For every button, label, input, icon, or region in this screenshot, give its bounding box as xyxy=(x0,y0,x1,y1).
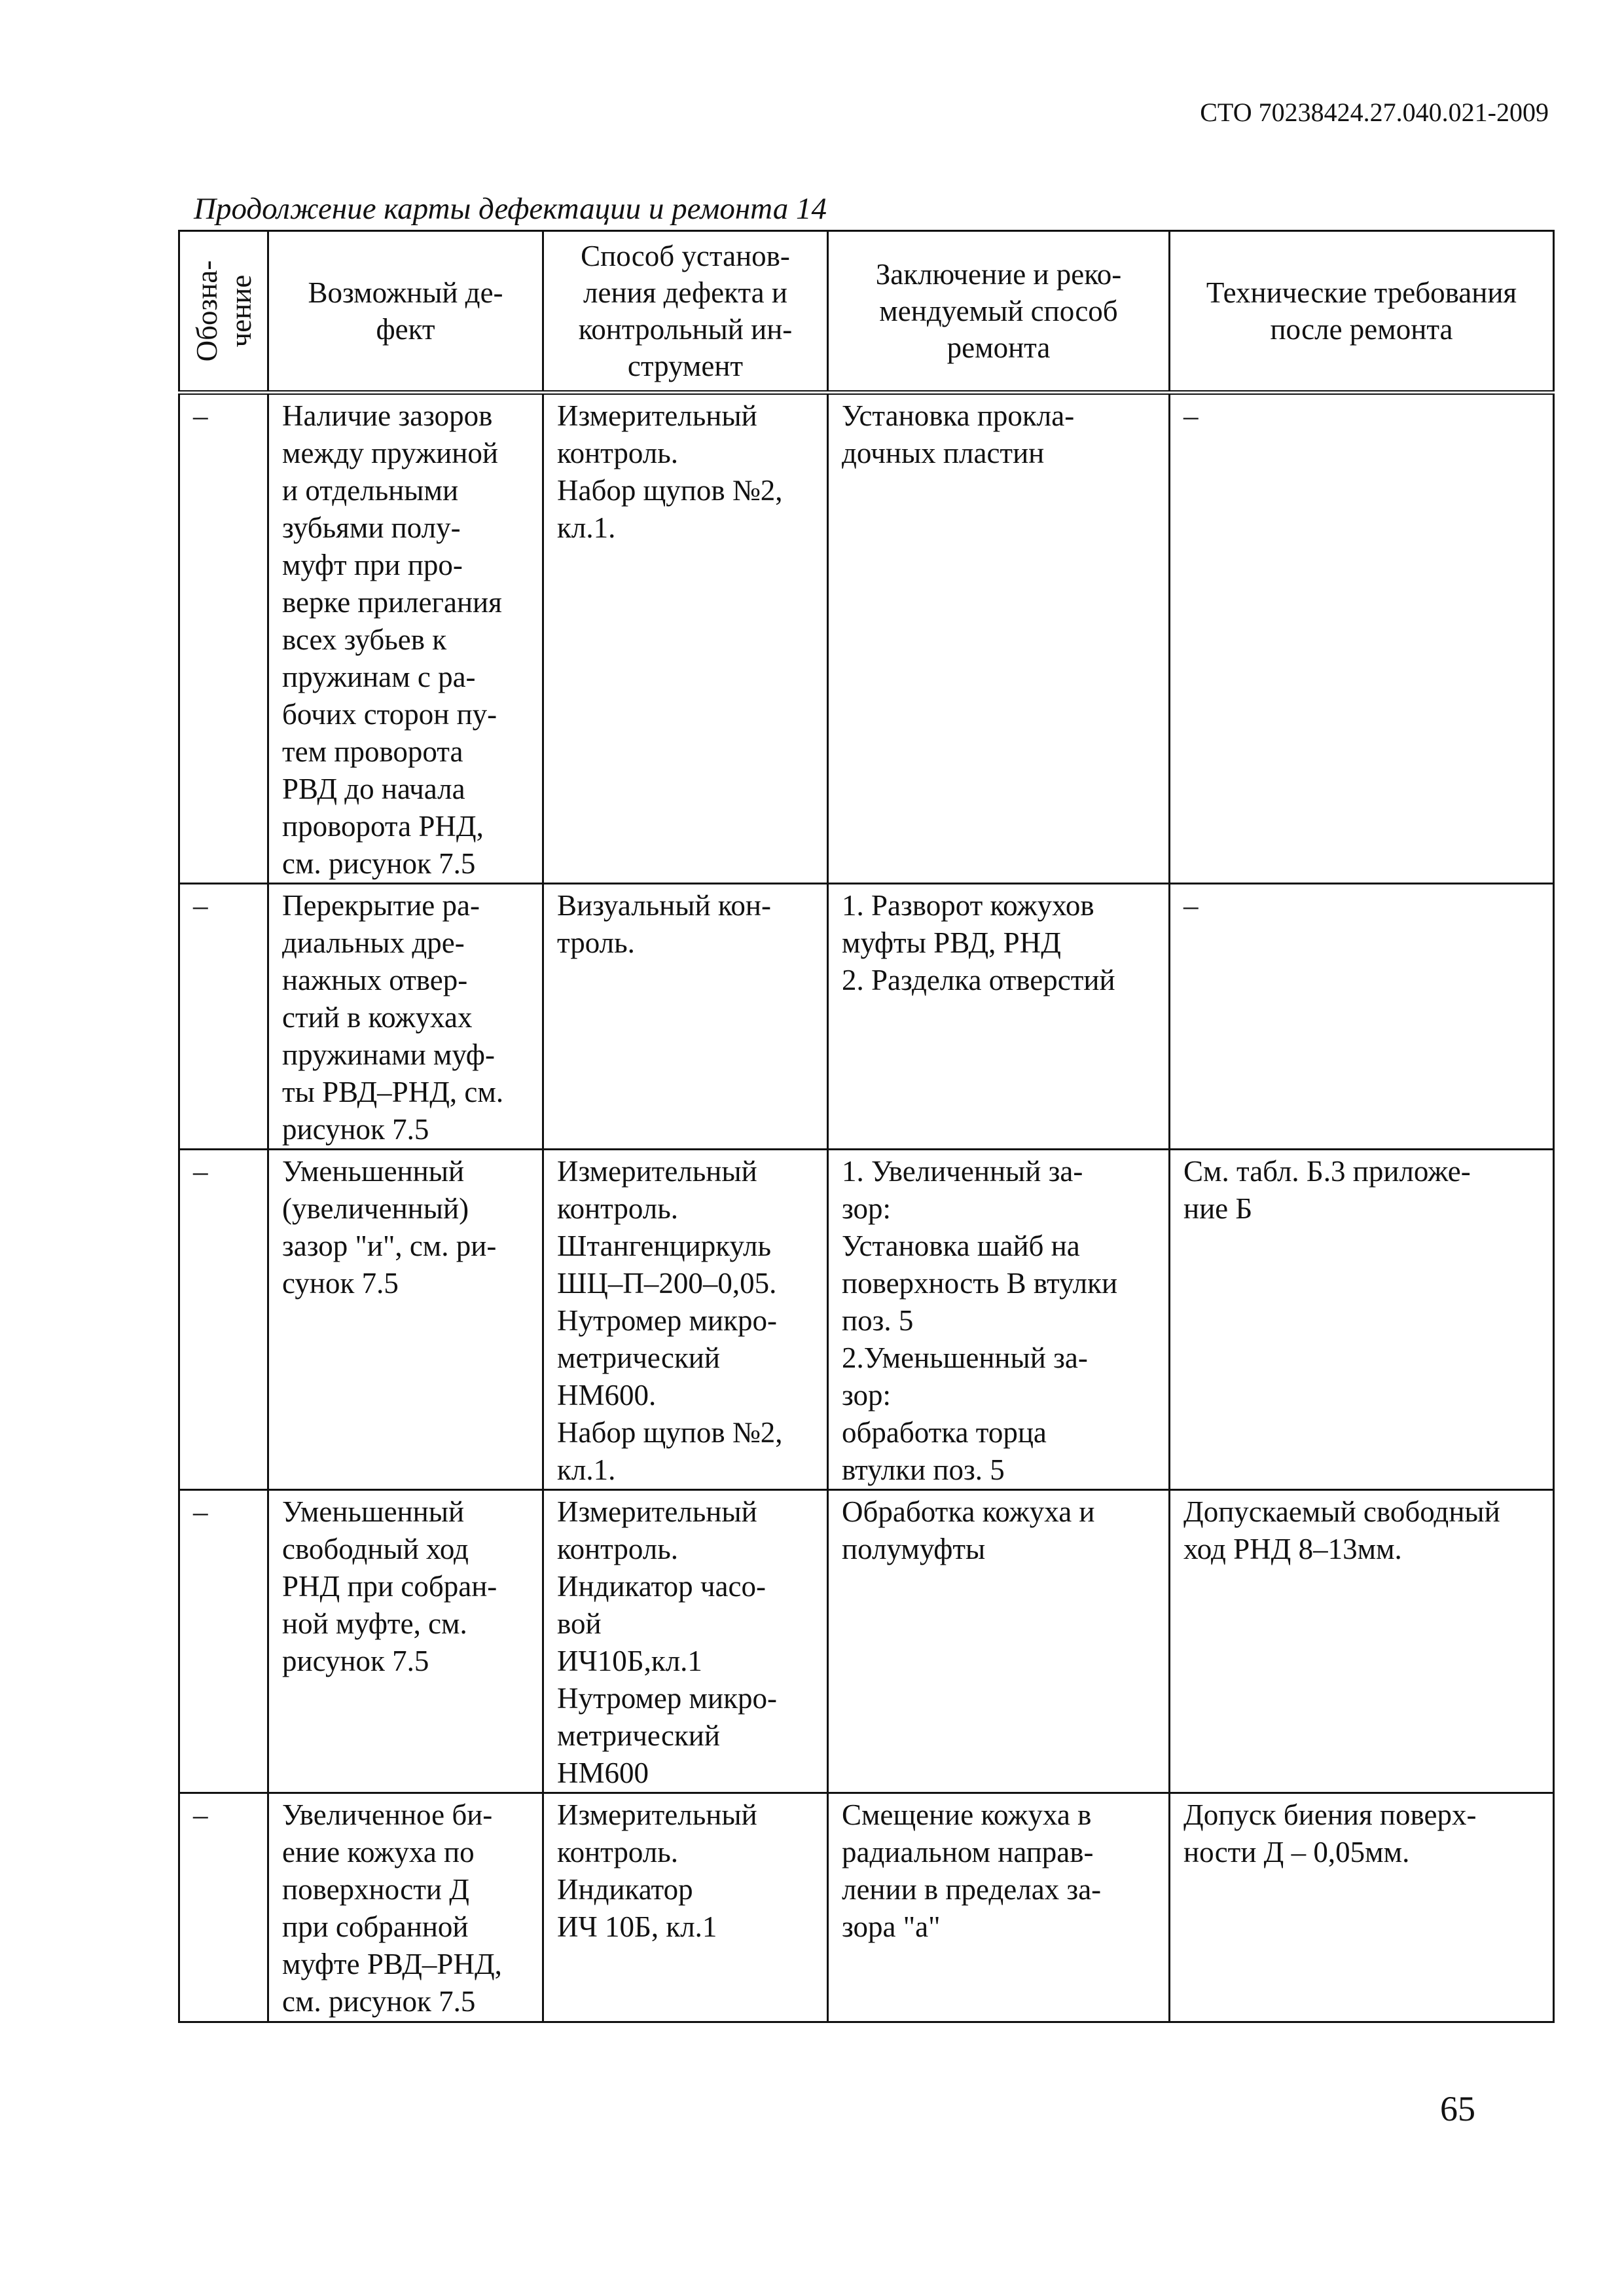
cell-text-line: метрический xyxy=(557,1341,720,1374)
cell-requirements xyxy=(1170,1490,1554,1793)
cell-text-line: ной муфте, см. xyxy=(282,1607,467,1640)
cell-conclusion xyxy=(828,1150,1170,1490)
cell-text-line: Измерительный xyxy=(557,1495,757,1528)
cell-text-line: всех зубьев к xyxy=(282,623,447,656)
cell-text-line: тем проворота xyxy=(282,735,463,768)
cell-defect xyxy=(268,884,543,1150)
cell-text-line: ИЧ 10Б, кл.1 xyxy=(557,1910,717,1943)
cell-text-line: 2.Уменьшенный за- xyxy=(842,1341,1088,1374)
cell-requirements xyxy=(1170,1150,1554,1490)
cell-text-line: при собранной xyxy=(282,1910,469,1943)
cell-text-line: Перекрытие ра- xyxy=(282,889,480,922)
cell-text-line: Измерительный xyxy=(557,399,757,432)
cell-text-line: свободный ход xyxy=(282,1533,469,1565)
cell-conclusion xyxy=(828,884,1170,1150)
cell-text-line: стий в кожухах xyxy=(282,1001,473,1034)
cell-text-line: поверхности Д xyxy=(282,1873,469,1906)
cell-text-line: Набор щупов №2, xyxy=(557,474,783,507)
cell-text-line: НМ600 xyxy=(557,1757,649,1789)
cell-text-line: ход РНД 8–13мм. xyxy=(1183,1533,1402,1565)
cell-text-line: полумуфты xyxy=(842,1533,986,1565)
cell-text-line: см. рисунок 7.5 xyxy=(282,847,476,880)
cell-method xyxy=(543,1490,828,1793)
cell-designation: – xyxy=(179,884,268,1150)
cell-text-line: обработка торца xyxy=(842,1416,1047,1449)
cell-text-line: Измерительный xyxy=(557,1155,757,1188)
cell-text-line: контрольный ин- xyxy=(578,313,793,346)
cell-text-line: вой xyxy=(557,1607,602,1640)
cell-conclusion xyxy=(828,1490,1170,1793)
cell-defect xyxy=(268,1793,543,2022)
cell-text-line: лении в пределах за- xyxy=(842,1873,1102,1906)
table-row xyxy=(179,1793,1554,2022)
cell-text-line: муфте РВД–РНД, xyxy=(282,1948,502,1980)
cell-designation: – xyxy=(179,1150,268,1490)
header-designation xyxy=(179,231,268,393)
page-number: 65 xyxy=(1440,2089,1475,2128)
header-conclusion xyxy=(828,231,1170,393)
cell-method xyxy=(543,1793,828,2022)
cell-text-line: Наличие зазоров xyxy=(282,399,493,432)
cell-text-line: зубьями полу- xyxy=(282,511,461,544)
cell-text-line: Смещение кожуха в xyxy=(842,1798,1092,1831)
cell-text-line: ИЧ10Б,кл.1 xyxy=(557,1645,702,1677)
cell-text-line: Способ установ- xyxy=(581,240,790,272)
cell-text-line: Измерительный xyxy=(557,1798,757,1831)
cell-text-line: См. табл. Б.3 приложе- xyxy=(1183,1155,1471,1188)
cell-text-line: рисунок 7.5 xyxy=(282,1645,429,1677)
cell-text-line: зазор "и", см. ри- xyxy=(282,1230,497,1262)
table-header-row xyxy=(179,231,1554,393)
cell-text-line: сунок 7.5 xyxy=(282,1267,399,1300)
cell-text-line: Набор щупов №2, xyxy=(557,1416,783,1449)
cell-text-line: контроль. xyxy=(557,1192,679,1225)
header-method xyxy=(543,231,828,393)
cell-text-line: ности Д – 0,05мм. xyxy=(1183,1836,1410,1868)
cell-text-line: между пружиной xyxy=(282,437,498,469)
cell-requirements: – xyxy=(1170,884,1554,1150)
cell-text-line: кл.1. xyxy=(557,511,616,544)
cell-text-line: фект xyxy=(376,313,435,346)
cell-text-line: муфты РВД, РНД xyxy=(842,926,1061,959)
cell-text-line: Установка шайб на xyxy=(842,1230,1080,1262)
cell-text-line: муфт при про- xyxy=(282,549,463,581)
cell-text-line: поз. 5 xyxy=(842,1304,914,1337)
table-row xyxy=(179,393,1554,884)
cell-text-line: (увеличенный) xyxy=(282,1192,469,1225)
cell-text-line: диальных дре- xyxy=(282,926,465,959)
cell-text-line: Индикатор xyxy=(557,1873,693,1906)
cell-text-line: радиальном направ- xyxy=(842,1836,1094,1868)
cell-text-line: втулки поз. 5 xyxy=(842,1453,1005,1486)
cell-text-line: метрический xyxy=(557,1719,720,1752)
cell-text-line: троль. xyxy=(557,926,635,959)
cell-text-line: и отдельными xyxy=(282,474,459,507)
cell-text-line: Увеличенное би- xyxy=(282,1798,493,1831)
cell-text-line: см. рисунок 7.5 xyxy=(282,1985,476,2018)
cell-text-line: пружинами муф- xyxy=(282,1038,495,1071)
cell-text-line: 1. Увеличенный за- xyxy=(842,1155,1083,1188)
cell-text-line: Возможный де- xyxy=(308,276,503,309)
cell-text-line: рисунок 7.5 xyxy=(282,1113,429,1146)
cell-text-line: верке прилегания xyxy=(282,586,502,619)
table-row xyxy=(179,1150,1554,1490)
cell-text-line: дочных пластин xyxy=(842,437,1045,469)
cell-text-line: пружинам с ра- xyxy=(282,661,476,693)
cell-text-line: поверхность В втулки xyxy=(842,1267,1118,1300)
document-code: СТО 70238424.27.040.021-2009 xyxy=(1200,98,1549,127)
table-row xyxy=(179,884,1554,1150)
cell-text-line: Уменьшенный xyxy=(282,1495,465,1528)
cell-text-line: ШЦ–П–200–0,05. xyxy=(557,1267,777,1300)
cell-text-line: Нутромер микро- xyxy=(557,1304,777,1337)
header-defect xyxy=(268,231,543,393)
cell-text-line: струмент xyxy=(627,350,744,382)
cell-conclusion xyxy=(828,393,1170,884)
cell-text-line: Допуск биения поверх- xyxy=(1183,1798,1477,1831)
cell-text-line: Штангенциркуль xyxy=(557,1230,771,1262)
cell-conclusion xyxy=(828,1793,1170,2022)
cell-text-line: контроль. xyxy=(557,1533,679,1565)
cell-text-line: контроль. xyxy=(557,1836,679,1868)
cell-text-line: Допускаемый свободный xyxy=(1183,1495,1500,1528)
cell-requirements xyxy=(1170,1793,1554,2022)
header-designation-line2: чение xyxy=(224,274,257,348)
cell-text-line: кл.1. xyxy=(557,1453,616,1486)
cell-text-line: РВД до начала xyxy=(282,773,465,805)
cell-defect xyxy=(268,1150,543,1490)
cell-text-line: зор: xyxy=(842,1379,892,1412)
cell-requirements: – xyxy=(1170,393,1554,884)
cell-designation: – xyxy=(179,393,268,884)
cell-text-line: Обработка кожуха и xyxy=(842,1495,1095,1528)
cell-text-line: ение кожуха по xyxy=(282,1836,475,1868)
cell-text-line: после ремонта xyxy=(1270,313,1453,346)
table-row xyxy=(179,1490,1554,1793)
cell-designation: – xyxy=(179,1490,268,1793)
header-designation-line1: Обозна- xyxy=(190,260,223,362)
cell-text-line: ние Б xyxy=(1183,1192,1253,1225)
cell-defect xyxy=(268,393,543,884)
cell-text-line: Визуальный кон- xyxy=(557,889,771,922)
cell-designation: – xyxy=(179,1793,268,2022)
cell-text-line: ления дефекта и xyxy=(583,276,787,309)
cell-text-line: контроль. xyxy=(557,437,679,469)
cell-method xyxy=(543,1150,828,1490)
cell-defect xyxy=(268,1490,543,1793)
cell-text-line: зор: xyxy=(842,1192,892,1225)
cell-text-line: 1. Разворот кожухов xyxy=(842,889,1094,922)
cell-text-line: нажных отвер- xyxy=(282,964,468,996)
cell-text-line: проворота РНД, xyxy=(282,810,484,843)
cell-text-line: мендуемый способ xyxy=(879,295,1118,327)
cell-text-line: ремонта xyxy=(947,331,1051,364)
cell-text-line: НМ600. xyxy=(557,1379,657,1412)
defect-repair-table xyxy=(178,230,1555,2023)
cell-text-line: Установка прокла- xyxy=(842,399,1075,432)
cell-text-line: зора "а" xyxy=(842,1910,941,1943)
cell-text-line: Заключение и реко- xyxy=(875,258,1122,291)
header-requirements xyxy=(1170,231,1554,393)
cell-text-line: ты РВД–РНД, см. xyxy=(282,1076,504,1108)
cell-text-line: Нутромер микро- xyxy=(557,1682,777,1715)
table-caption: Продолжение карты дефектации и ремонта 14 xyxy=(194,192,827,226)
cell-method xyxy=(543,393,828,884)
cell-text-line: Индикатор часо- xyxy=(557,1570,766,1603)
cell-text-line: 2. Разделка отверстий xyxy=(842,964,1115,996)
cell-text-line: Уменьшенный xyxy=(282,1155,465,1188)
cell-text-line: бочих сторон пу- xyxy=(282,698,497,731)
cell-text-line: Технические требования xyxy=(1206,276,1517,309)
cell-method xyxy=(543,884,828,1150)
cell-text-line: РНД при собран- xyxy=(282,1570,497,1603)
